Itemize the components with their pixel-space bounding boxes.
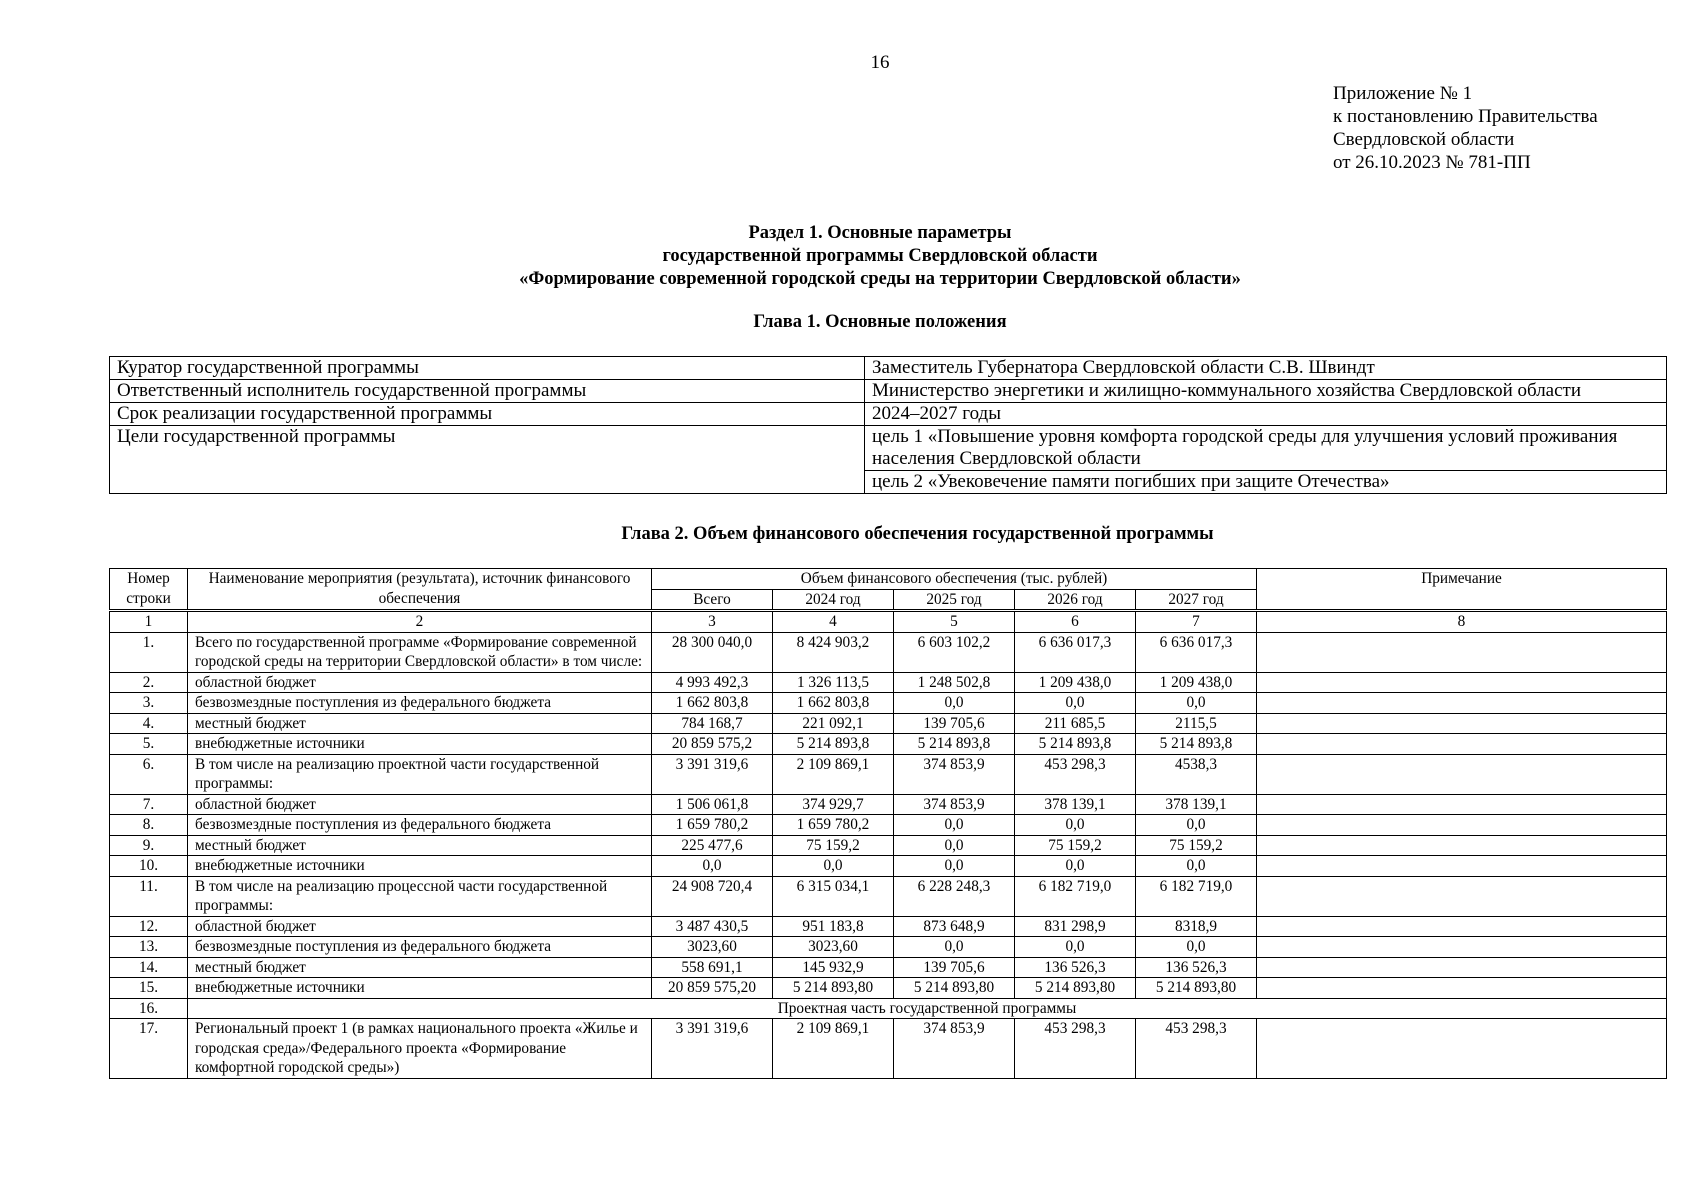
value-total: 28 300 040,0 [652,632,773,672]
row-note [1257,978,1667,999]
row-number: 12. [110,916,188,937]
row-number: 2. [110,672,188,693]
value-2026: 0,0 [1015,815,1136,836]
row-number: 16. [110,998,188,1019]
value-2026: 75 159,2 [1015,835,1136,856]
table-row [110,978,1667,999]
param-label: Ответственный исполнитель государственной программы [110,380,865,403]
table-row [110,632,1667,672]
value-2025: 0,0 [894,815,1015,836]
row-name: безвозмездные поступления из федерального бюджета [188,815,652,836]
param-label: Куратор государственной программы [110,357,865,380]
table-row [110,937,1667,958]
value-total: 3 391 319,6 [652,754,773,794]
row-name: В том числе на реализацию проектной части государственной программы: [188,754,652,794]
value-2027: 5 214 893,8 [1136,734,1257,755]
header-2025: 2025 год [894,589,1015,611]
header-2026: 2026 год [1015,589,1136,611]
row-note [1257,1019,1667,1079]
row-number: 7. [110,794,188,815]
value-total: 3 487 430,5 [652,916,773,937]
value-2027: 378 139,1 [1136,794,1257,815]
header-note: Примечание [1257,569,1667,611]
row-number: 17. [110,1019,188,1079]
value-2025: 139 705,6 [894,957,1015,978]
table-row [110,403,1667,426]
value-2025: 0,0 [894,937,1015,958]
value-2026: 453 298,3 [1015,754,1136,794]
row-note [1257,876,1667,916]
financing-table [109,568,1667,1079]
value-2027: 4538,3 [1136,754,1257,794]
value-2024: 1 659 780,2 [773,815,894,836]
value-2027: 6 636 017,3 [1136,632,1257,672]
param-value: Министерство энергетики и жилищно-коммунального хозяйства Свердловской области [865,380,1667,403]
merged-row-text: Проектная часть государственной программы [188,998,1667,1019]
value-2024: 75 159,2 [773,835,894,856]
value-2024: 145 932,9 [773,957,894,978]
column-numbers-row [110,611,1667,633]
column-number: 1 [110,611,188,633]
appendix-line: Свердловской области [1333,129,1515,150]
row-number: 9. [110,835,188,856]
value-2026: 378 139,1 [1015,794,1136,815]
column-number: 4 [773,611,894,633]
table-row [110,856,1667,877]
value-total: 1 659 780,2 [652,815,773,836]
value-2025: 6 228 248,3 [894,876,1015,916]
row-number: 10. [110,856,188,877]
row-note [1257,835,1667,856]
value-total: 20 859 575,20 [652,978,773,999]
row-name: местный бюджет [188,835,652,856]
row-name: местный бюджет [188,957,652,978]
value-2025: 374 853,9 [894,1019,1015,1079]
row-name: внебюджетные источники [188,856,652,877]
value-2027: 6 182 719,0 [1136,876,1257,916]
value-2024: 5 214 893,80 [773,978,894,999]
parameters-table [109,356,1667,494]
header-2024: 2024 год [773,589,894,611]
row-note [1257,937,1667,958]
param-label: Цели государственной программы [110,426,865,494]
table-row [110,835,1667,856]
value-total: 1 506 061,8 [652,794,773,815]
row-note [1257,632,1667,672]
row-number: 1. [110,632,188,672]
value-total: 0,0 [652,856,773,877]
section-title-line: «Формирование современной городской среды на территории Свердловской области» [519,269,1241,289]
column-number: 3 [652,611,773,633]
row-name: Всего по государственной программе «Формирование современной городской среды на территории Свердловской области» в том числе: [188,632,652,672]
value-2026: 5 214 893,8 [1015,734,1136,755]
param-value: Заместитель Губернатора Свердловской области С.В. Швиндт [865,357,1667,380]
row-number: 6. [110,754,188,794]
section-title-line: Раздел 1. Основные параметры [748,223,1012,243]
value-2024: 3023,60 [773,937,894,958]
value-2026: 453 298,3 [1015,1019,1136,1079]
value-total: 784 168,7 [652,713,773,734]
table-row [110,426,1667,471]
column-number: 7 [1136,611,1257,633]
value-2027: 136 526,3 [1136,957,1257,978]
row-number: 13. [110,937,188,958]
row-note [1257,815,1667,836]
value-total: 3 391 319,6 [652,1019,773,1079]
row-number: 3. [110,693,188,714]
value-2025: 873 648,9 [894,916,1015,937]
value-2025: 374 853,9 [894,794,1015,815]
table-row [110,713,1667,734]
value-2026: 831 298,9 [1015,916,1136,937]
row-number: 8. [110,815,188,836]
header-row-number: Номер строки [110,569,188,611]
value-total: 24 908 720,4 [652,876,773,916]
row-name: областной бюджет [188,672,652,693]
param-value: цель 1 «Повышение уровня комфорта городской среды для улучшения условий проживания населения Свердловской области [865,426,1667,471]
header-volume: Объем финансового обеспечения (тыс. рублей) [652,569,1257,590]
value-2027: 1 209 438,0 [1136,672,1257,693]
row-name: внебюджетные источники [188,978,652,999]
value-2026: 0,0 [1015,856,1136,877]
appendix-line: Приложение № 1 [1333,83,1473,104]
value-2027: 2115,5 [1136,713,1257,734]
column-number: 6 [1015,611,1136,633]
value-2025: 6 603 102,2 [894,632,1015,672]
value-2025: 0,0 [894,835,1015,856]
row-number: 14. [110,957,188,978]
row-note [1257,693,1667,714]
value-total: 3023,60 [652,937,773,958]
value-2026: 211 685,5 [1015,713,1136,734]
value-2027: 8318,9 [1136,916,1257,937]
row-name: областной бюджет [188,794,652,815]
value-total: 4 993 492,3 [652,672,773,693]
value-2027: 0,0 [1136,856,1257,877]
section-title [0,222,1697,291]
table-row [110,357,1667,380]
row-number: 11. [110,876,188,916]
value-2025: 0,0 [894,693,1015,714]
value-2026: 0,0 [1015,693,1136,714]
row-name: безвозмездные поступления из федерального бюджета [188,937,652,958]
table-row [110,916,1667,937]
value-2027: 0,0 [1136,815,1257,836]
value-2026: 6 636 017,3 [1015,632,1136,672]
appendix-line: к постановлению Правительства [1333,106,1598,127]
value-2026: 5 214 893,80 [1015,978,1136,999]
value-2024: 5 214 893,8 [773,734,894,755]
value-2024: 2 109 869,1 [773,1019,894,1079]
financing-table-body [110,632,1667,1078]
column-number: 8 [1257,611,1667,633]
value-2024: 1 662 803,8 [773,693,894,714]
table-row [110,754,1667,794]
table-row [110,693,1667,714]
row-note [1257,856,1667,877]
column-number: 5 [894,611,1015,633]
value-2025: 374 853,9 [894,754,1015,794]
table-row [110,957,1667,978]
value-2026: 136 526,3 [1015,957,1136,978]
value-2024: 0,0 [773,856,894,877]
row-name: В том числе на реализацию процессной части государственной программы: [188,876,652,916]
value-2024: 1 326 113,5 [773,672,894,693]
value-2026: 0,0 [1015,937,1136,958]
value-2025: 5 214 893,80 [894,978,1015,999]
appendix-block [1333,82,1598,174]
row-note [1257,794,1667,815]
value-total: 1 662 803,8 [652,693,773,714]
chapter2-title: Глава 2. Объем финансового обеспечения государственной программы [621,524,1214,544]
table-row [110,876,1667,916]
row-name: безвозмездные поступления из федерального бюджета [188,693,652,714]
value-total: 225 477,6 [652,835,773,856]
value-2024: 6 315 034,1 [773,876,894,916]
row-note [1257,672,1667,693]
table-header-row [110,569,1667,590]
value-2027: 453 298,3 [1136,1019,1257,1079]
chapter1-title: Глава 1. Основные положения [753,312,1007,332]
section-title-line: государственной программы Свердловской области [662,246,1098,266]
appendix-line: от 26.10.2023 № 781-ПП [1333,152,1531,173]
row-name: внебюджетные источники [188,734,652,755]
row-number: 15. [110,978,188,999]
header-name: Наименование мероприятия (результата), источник финансового обеспечения [188,569,652,611]
page-number: 16 [870,52,890,73]
value-total: 558 691,1 [652,957,773,978]
table-row [110,794,1667,815]
table-row [110,672,1667,693]
row-name: областной бюджет [188,916,652,937]
row-note [1257,916,1667,937]
value-2024: 374 929,7 [773,794,894,815]
table-row [110,815,1667,836]
value-2025: 5 214 893,8 [894,734,1015,755]
header-2027: 2027 год [1136,589,1257,611]
value-2025: 1 248 502,8 [894,672,1015,693]
value-2026: 6 182 719,0 [1015,876,1136,916]
value-2026: 1 209 438,0 [1015,672,1136,693]
value-2024: 8 424 903,2 [773,632,894,672]
param-value: цель 2 «Увековечение памяти погибших при защите Отечества» [865,471,1667,494]
row-name: местный бюджет [188,713,652,734]
table-row [110,734,1667,755]
row-note [1257,713,1667,734]
row-number: 5. [110,734,188,755]
row-name: Региональный проект 1 (в рамках национального проекта «Жилье и городская среда»/Федерального проекта «Формирование комфортной городской среды») [188,1019,652,1079]
table-row-merged [110,998,1667,1019]
value-2025: 0,0 [894,856,1015,877]
param-label: Срок реализации государственной программы [110,403,865,426]
value-2024: 951 183,8 [773,916,894,937]
row-number: 4. [110,713,188,734]
value-2027: 5 214 893,80 [1136,978,1257,999]
header-total: Всего [652,589,773,611]
param-value: 2024–2027 годы [865,403,1667,426]
table-row [110,1019,1667,1079]
column-number: 2 [188,611,652,633]
value-2024: 221 092,1 [773,713,894,734]
value-2024: 2 109 869,1 [773,754,894,794]
value-2027: 0,0 [1136,937,1257,958]
row-note [1257,754,1667,794]
value-total: 20 859 575,2 [652,734,773,755]
value-2027: 0,0 [1136,693,1257,714]
value-2027: 75 159,2 [1136,835,1257,856]
table-row [110,380,1667,403]
value-2025: 139 705,6 [894,713,1015,734]
row-note [1257,957,1667,978]
row-note [1257,734,1667,755]
